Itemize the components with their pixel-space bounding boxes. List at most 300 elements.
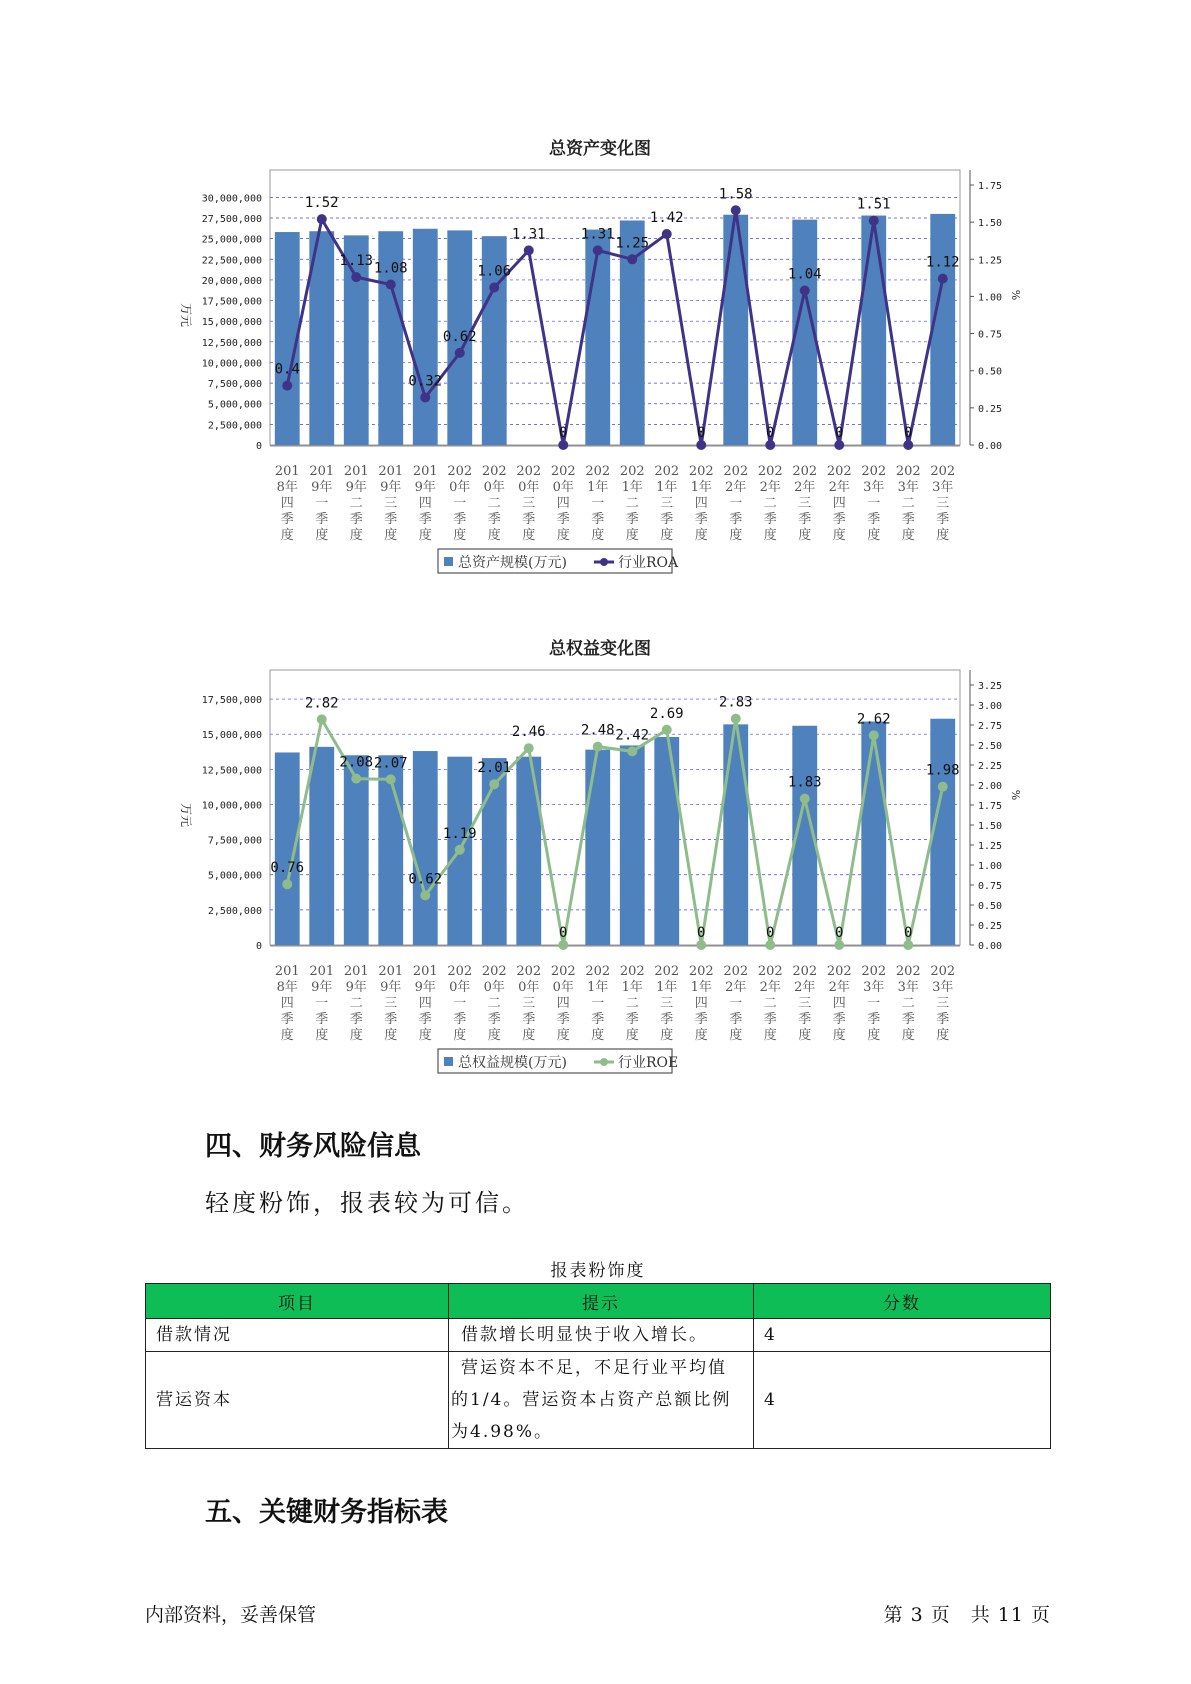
data-label: 0 [559, 925, 568, 941]
x-tick-label: 一 [453, 996, 467, 1011]
line-point [627, 746, 637, 756]
line-point [386, 280, 396, 290]
tip-line: 为4.98%。 [451, 1422, 554, 1442]
x-tick-label: 度 [522, 1028, 536, 1043]
x-tick-label: 季 [867, 512, 881, 527]
x-tick-label: 季 [556, 512, 570, 527]
x-tick-label: 202 [861, 964, 887, 979]
total-equity-chart [170, 630, 1030, 1090]
x-tick-label: 9年 [414, 980, 436, 995]
x-tick-label: 四 [556, 996, 570, 1011]
header-score: 分数 [754, 1284, 1051, 1319]
x-tick-label: 季 [522, 1012, 536, 1027]
line-point [800, 794, 810, 804]
x-tick-label: 季 [936, 512, 950, 527]
line-point [696, 940, 706, 950]
line-point [386, 774, 396, 784]
x-tick-label: 1年 [587, 980, 609, 995]
x-tick-label: 202 [895, 464, 921, 479]
x-tick-label: 一 [729, 496, 743, 511]
data-label: 2.42 [615, 727, 650, 744]
x-tick-label: 0年 [449, 480, 471, 495]
x-tick-label: 0年 [449, 980, 471, 995]
x-tick-label: 202 [654, 964, 680, 979]
data-label: 1.06 [477, 263, 512, 280]
x-tick-label: 四 [280, 496, 294, 511]
chart-title: 总权益变化图 [549, 639, 651, 659]
x-tick-label: 1年 [690, 480, 712, 495]
x-tick-label: 季 [487, 1012, 501, 1027]
x-tick-label: 201 [412, 964, 438, 979]
left-tick-label: 27,500,000 [201, 214, 262, 226]
data-label: 0 [766, 925, 775, 941]
x-tick-label: 度 [936, 528, 950, 543]
table-caption: 报表粉饰度 [550, 1261, 646, 1281]
line-point [869, 216, 879, 226]
x-tick-label: 度 [867, 1028, 881, 1043]
x-tick-label: 9年 [311, 980, 333, 995]
bar [654, 737, 679, 945]
x-tick-label: 三 [936, 996, 950, 1011]
x-tick-label: 度 [384, 528, 398, 543]
x-tick-label: 三 [798, 496, 812, 511]
x-tick-label: 二 [763, 996, 777, 1011]
line-point [593, 742, 603, 752]
data-label: 1.12 [925, 254, 960, 271]
x-tick-label: 9年 [380, 480, 402, 495]
x-tick-label: 201 [309, 464, 335, 479]
x-tick-label: 四 [280, 996, 294, 1011]
x-tick-label: 度 [591, 1028, 605, 1043]
x-tick-label: 二 [349, 496, 363, 511]
line-point [420, 392, 430, 402]
x-tick-label: 度 [384, 1028, 398, 1043]
x-tick-label: 度 [556, 528, 570, 543]
bar [309, 747, 334, 945]
x-tick-label: 一 [453, 496, 467, 511]
right-tick-label: 2.25 [978, 761, 1003, 772]
line-point [558, 440, 568, 450]
left-tick-label: 12,500,000 [201, 765, 262, 777]
data-label: 1.19 [442, 825, 477, 842]
x-tick-label: 季 [798, 512, 812, 527]
data-label: 1.98 [925, 762, 960, 779]
left-axis-title: 万元 [179, 802, 193, 828]
bar [930, 214, 955, 445]
bar [585, 750, 610, 945]
line-point [351, 272, 361, 282]
x-tick-label: 202 [619, 464, 645, 479]
x-tick-label: 季 [832, 512, 846, 527]
line-point [558, 940, 568, 950]
legend-line-label: 行业ROE [618, 1055, 679, 1071]
x-tick-label: 度 [729, 1028, 743, 1043]
left-tick-label: 5,000,000 [207, 870, 262, 882]
x-tick-label: 季 [591, 512, 605, 527]
left-axis-title: 万元 [179, 302, 193, 328]
data-label: 2.82 [304, 695, 339, 712]
bar [723, 215, 748, 445]
data-label: 1.04 [787, 266, 822, 283]
x-tick-label: 202 [550, 964, 576, 979]
line-point [627, 254, 637, 264]
legend-line-marker [600, 558, 608, 566]
data-label: 0.4 [274, 361, 300, 378]
x-tick-label: 度 [453, 1028, 467, 1043]
right-tick-label: 0.50 [978, 901, 1003, 912]
x-tick-label: 度 [315, 528, 329, 543]
line-point [662, 725, 672, 735]
x-tick-label: 1年 [621, 980, 643, 995]
x-tick-label: 2年 [828, 980, 850, 995]
line-point [455, 348, 465, 358]
data-label: 0 [835, 425, 844, 441]
x-tick-label: 季 [763, 1012, 777, 1027]
right-tick-label: 1.00 [978, 861, 1003, 872]
data-label: 0 [766, 425, 775, 441]
x-tick-label: 季 [832, 1012, 846, 1027]
header-tip: 提示 [449, 1284, 754, 1319]
bar [861, 722, 886, 945]
data-label: 1.52 [304, 195, 339, 212]
line-point [351, 774, 361, 784]
x-tick-label: 三 [384, 996, 398, 1011]
x-tick-label: 季 [522, 512, 536, 527]
x-tick-label: 二 [349, 996, 363, 1011]
x-tick-label: 季 [660, 512, 674, 527]
x-tick-label: 度 [901, 528, 915, 543]
data-label: 0.32 [408, 373, 443, 390]
x-tick-label: 度 [832, 528, 846, 543]
x-tick-label: 季 [280, 1012, 294, 1027]
data-label: 1.58 [718, 186, 753, 203]
line-point [317, 714, 327, 724]
data-label: 2.07 [373, 755, 408, 772]
x-tick-label: 一 [591, 996, 605, 1011]
x-tick-label: 202 [516, 464, 542, 479]
line-point [593, 245, 603, 255]
x-tick-label: 201 [274, 964, 300, 979]
right-tick-label: 0.25 [978, 921, 1003, 932]
legend-line-label: 行业ROA [618, 555, 679, 571]
bar [620, 745, 645, 945]
x-tick-label: 201 [309, 964, 335, 979]
x-tick-label: 8年 [276, 980, 298, 995]
x-tick-label: 四 [832, 996, 846, 1011]
x-tick-label: 季 [315, 512, 329, 527]
row-tip [449, 1352, 754, 1449]
right-tick-label: 1.50 [978, 218, 1003, 230]
x-tick-label: 度 [487, 528, 501, 543]
left-tick-label: 0 [255, 941, 262, 952]
x-tick-label: 二 [625, 496, 639, 511]
x-tick-label: 度 [763, 1028, 777, 1043]
x-tick-label: 度 [418, 528, 432, 543]
x-tick-label: 一 [867, 496, 881, 511]
data-label: 2.01 [477, 760, 512, 777]
line-point [834, 940, 844, 950]
x-tick-label: 季 [349, 512, 363, 527]
left-tick-label: 10,000,000 [201, 800, 262, 812]
x-tick-label: 2年 [794, 480, 816, 495]
right-tick-label: 1.25 [978, 841, 1003, 852]
data-label: 0.76 [270, 860, 305, 877]
x-tick-label: 202 [688, 964, 714, 979]
table-header-row [146, 1284, 1051, 1319]
x-tick-label: 季 [694, 512, 708, 527]
row-item: 营运资本 [146, 1352, 449, 1449]
x-tick-label: 季 [384, 512, 398, 527]
data-label: 0 [904, 425, 913, 441]
x-tick-label: 202 [550, 464, 576, 479]
right-axis-title: % [1009, 289, 1022, 301]
right-tick-label: 3.00 [978, 701, 1003, 712]
bar [585, 230, 610, 445]
line-point [765, 940, 775, 950]
x-tick-label: 度 [349, 1028, 363, 1043]
x-tick-label: 度 [315, 1028, 329, 1043]
right-tick-label: 1.75 [978, 181, 1003, 192]
x-tick-label: 201 [343, 464, 369, 479]
right-tick-label: 2.50 [978, 741, 1003, 752]
right-tick-label: 0.00 [978, 441, 1003, 452]
line-point [489, 283, 499, 293]
data-label: 1.25 [615, 235, 650, 252]
x-tick-label: 三 [798, 996, 812, 1011]
x-tick-label: 三 [936, 496, 950, 511]
left-tick-label: 22,500,000 [201, 255, 262, 267]
x-tick-label: 季 [556, 1012, 570, 1027]
line-point [282, 879, 292, 889]
x-tick-label: 202 [585, 464, 611, 479]
x-tick-label: 季 [418, 1012, 432, 1027]
line-point [317, 214, 327, 224]
x-tick-label: 四 [832, 496, 846, 511]
right-tick-label: 1.25 [978, 255, 1003, 267]
x-tick-label: 0年 [552, 980, 574, 995]
left-tick-label: 30,000,000 [201, 193, 262, 205]
x-tick-label: 202 [516, 964, 542, 979]
data-label: 0 [559, 425, 568, 441]
x-tick-label: 季 [729, 512, 743, 527]
right-tick-label: 0.00 [978, 941, 1003, 952]
x-tick-label: 3年 [863, 980, 885, 995]
x-tick-label: 季 [280, 512, 294, 527]
x-tick-label: 季 [625, 512, 639, 527]
line-point [731, 714, 741, 724]
x-tick-label: 2年 [828, 480, 850, 495]
data-label: 0 [835, 925, 844, 941]
x-tick-label: 202 [826, 964, 852, 979]
x-tick-label: 202 [619, 964, 645, 979]
total-equity-chart-svg [170, 630, 1030, 1090]
x-tick-label: 度 [625, 1028, 639, 1043]
x-tick-label: 季 [591, 1012, 605, 1027]
right-tick-label: 0.50 [978, 366, 1003, 378]
x-tick-label: 季 [349, 1012, 363, 1027]
x-tick-label: 202 [688, 464, 714, 479]
x-tick-label: 202 [895, 964, 921, 979]
x-tick-label: 0年 [518, 980, 540, 995]
left-tick-label: 17,500,000 [201, 296, 262, 308]
x-tick-label: 度 [660, 528, 674, 543]
data-label: 2.46 [511, 724, 546, 741]
line-point [524, 743, 534, 753]
left-tick-label: 0 [255, 441, 262, 452]
x-tick-label: 201 [378, 964, 404, 979]
x-tick-label: 2年 [759, 980, 781, 995]
data-label: 0 [697, 425, 706, 441]
x-tick-label: 度 [798, 1028, 812, 1043]
section-4-heading: 四、财务风险信息 [205, 1131, 421, 1162]
x-tick-label: 三 [660, 496, 674, 511]
data-label: 1.83 [787, 774, 822, 791]
right-tick-label: 1.75 [978, 801, 1003, 812]
x-tick-label: 度 [556, 1028, 570, 1043]
x-tick-label: 季 [453, 512, 467, 527]
left-tick-label: 12,500,000 [201, 337, 262, 349]
right-axis-title: % [1009, 789, 1022, 801]
tip-line: 营运资本不足，不足行业平均值 [461, 1358, 727, 1378]
line-point [731, 205, 741, 215]
data-label: 2.69 [649, 705, 684, 722]
left-tick-label: 25,000,000 [201, 234, 262, 246]
x-tick-label: 202 [792, 464, 818, 479]
bar [516, 757, 541, 945]
legend-bar-label: 总资产规模(万元) [458, 555, 567, 571]
x-tick-label: 1年 [656, 980, 678, 995]
x-tick-label: 度 [798, 528, 812, 543]
x-tick-label: 0年 [483, 480, 505, 495]
x-tick-label: 度 [694, 528, 708, 543]
x-tick-label: 2年 [759, 480, 781, 495]
left-tick-label: 2,500,000 [207, 420, 262, 432]
line-point [938, 782, 948, 792]
line-point [524, 245, 534, 255]
x-tick-label: 一 [867, 996, 881, 1011]
total-assets-chart [170, 130, 1030, 590]
x-tick-label: 度 [694, 1028, 708, 1043]
x-tick-label: 度 [453, 528, 467, 543]
x-tick-label: 3年 [932, 480, 954, 495]
row-score: 4 [754, 1319, 1051, 1352]
x-tick-label: 度 [660, 1028, 674, 1043]
x-tick-label: 201 [343, 964, 369, 979]
data-label: 1.31 [511, 226, 546, 243]
data-label: 2.62 [856, 711, 891, 728]
x-tick-label: 0年 [483, 980, 505, 995]
left-tick-label: 10,000,000 [201, 358, 262, 370]
x-tick-label: 二 [487, 996, 501, 1011]
legend-bar-label: 总权益规模(万元) [458, 1055, 567, 1071]
x-tick-label: 202 [792, 964, 818, 979]
x-tick-label: 季 [729, 1012, 743, 1027]
x-tick-label: 季 [384, 1012, 398, 1027]
x-tick-label: 四 [418, 496, 432, 511]
x-tick-label: 季 [901, 1012, 915, 1027]
x-tick-label: 季 [660, 1012, 674, 1027]
data-label: 1.31 [580, 226, 615, 243]
line-point [282, 381, 292, 391]
data-label: 1.13 [339, 253, 374, 270]
x-tick-label: 202 [723, 464, 749, 479]
line-point [903, 440, 913, 450]
x-tick-label: 202 [930, 964, 956, 979]
x-tick-label: 3年 [897, 980, 919, 995]
x-tick-label: 季 [418, 512, 432, 527]
legend-bar-swatch [444, 557, 453, 566]
right-tick-label: 1.00 [978, 292, 1003, 304]
x-tick-label: 3年 [932, 980, 954, 995]
x-tick-label: 二 [901, 496, 915, 511]
data-label: 1.08 [373, 260, 408, 277]
x-tick-label: 三 [522, 996, 536, 1011]
x-tick-label: 1年 [587, 480, 609, 495]
left-tick-label: 20,000,000 [201, 275, 262, 287]
x-tick-label: 一 [591, 496, 605, 511]
x-tick-label: 度 [522, 528, 536, 543]
bar [413, 751, 438, 945]
x-tick-label: 度 [487, 1028, 501, 1043]
x-tick-label: 0年 [518, 480, 540, 495]
x-tick-label: 季 [901, 512, 915, 527]
legend-line-marker [600, 1058, 608, 1066]
x-tick-label: 0年 [552, 480, 574, 495]
left-tick-label: 7,500,000 [207, 379, 262, 391]
x-tick-label: 1年 [656, 480, 678, 495]
x-tick-label: 202 [861, 464, 887, 479]
bar [344, 755, 369, 945]
x-tick-label: 一 [315, 996, 329, 1011]
x-tick-label: 度 [280, 528, 294, 543]
chart-title: 总资产变化图 [549, 139, 651, 159]
data-label: 2.83 [718, 694, 753, 711]
x-tick-label: 202 [447, 964, 473, 979]
x-tick-label: 度 [591, 528, 605, 543]
line-point [662, 229, 672, 239]
line-point [834, 440, 844, 450]
x-tick-label: 202 [585, 964, 611, 979]
x-tick-label: 202 [757, 464, 783, 479]
x-tick-label: 四 [418, 996, 432, 1011]
line-point [800, 285, 810, 295]
x-tick-label: 3年 [863, 480, 885, 495]
x-tick-label: 三 [660, 996, 674, 1011]
table-row [146, 1352, 1051, 1449]
total-assets-chart-svg [170, 130, 1030, 590]
line-point [765, 440, 775, 450]
x-tick-label: 季 [867, 1012, 881, 1027]
x-tick-label: 三 [384, 496, 398, 511]
x-tick-label: 一 [729, 996, 743, 1011]
right-tick-label: 2.00 [978, 781, 1003, 792]
row-item: 借款情况 [146, 1319, 449, 1352]
x-tick-label: 202 [654, 464, 680, 479]
x-tick-label: 9年 [311, 480, 333, 495]
line-point [938, 274, 948, 284]
x-tick-label: 季 [487, 512, 501, 527]
x-tick-label: 9年 [380, 980, 402, 995]
tip-line: 的1/4。营运资本占资产总额比例 [451, 1390, 732, 1410]
line-point [489, 779, 499, 789]
x-tick-label: 季 [763, 512, 777, 527]
x-tick-label: 度 [349, 528, 363, 543]
bar [413, 229, 438, 445]
x-tick-label: 201 [412, 464, 438, 479]
x-tick-label: 四 [694, 496, 708, 511]
section-5-heading: 五、关键财务指标表 [205, 1497, 448, 1528]
data-label: 0 [904, 925, 913, 941]
